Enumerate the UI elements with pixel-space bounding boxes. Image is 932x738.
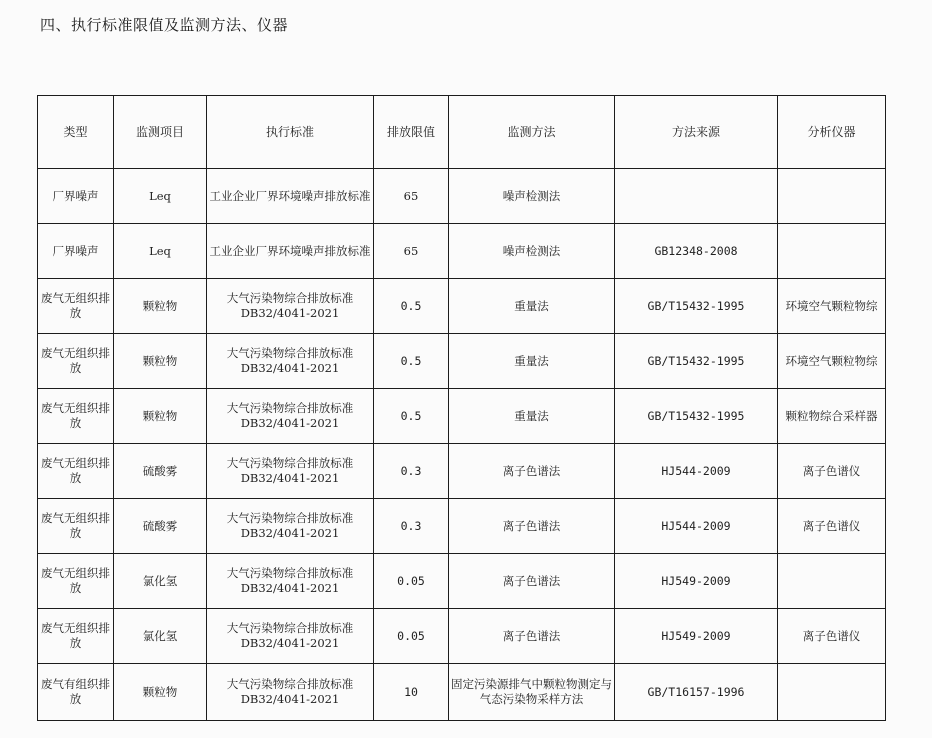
cell-item: 硫酸雾 (114, 444, 207, 499)
cell-limit: 0.5 (374, 389, 449, 444)
cell-type: 废气无组织排放 (38, 444, 114, 499)
cell-instrument: 颗粒物综合采样器 (778, 389, 886, 444)
cell-standard: 大气污染物综合排放标准DB32/4041-2021 (207, 334, 374, 389)
cell-method: 噪声检测法 (449, 169, 615, 224)
cell-instrument: 离子色谱仪 (778, 499, 886, 554)
cell-instrument (778, 664, 886, 721)
cell-limit: 65 (374, 224, 449, 279)
cell-source (615, 169, 778, 224)
table-row (38, 389, 886, 444)
header-standard: 执行标准 (207, 96, 374, 169)
cell-type: 废气无组织排放 (38, 389, 114, 444)
table-row (38, 554, 886, 609)
cell-method: 离子色谱法 (449, 444, 615, 499)
header-limit: 排放限值 (374, 96, 449, 169)
cell-item: 硫酸雾 (114, 499, 207, 554)
cell-source: GB/T15432-1995 (615, 389, 778, 444)
cell-source: GB/T15432-1995 (615, 279, 778, 334)
table-row (38, 224, 886, 279)
cell-instrument (778, 169, 886, 224)
cell-source: HJ544-2009 (615, 499, 778, 554)
cell-type: 废气无组织排放 (38, 554, 114, 609)
cell-standard: 大气污染物综合排放标准DB32/4041-2021 (207, 554, 374, 609)
cell-item: 氯化氢 (114, 554, 207, 609)
cell-standard: 大气污染物综合排放标准DB32/4041-2021 (207, 609, 374, 664)
cell-method: 离子色谱法 (449, 554, 615, 609)
cell-standard: 工业企业厂界环境噪声排放标准 (207, 224, 374, 279)
cell-source: HJ544-2009 (615, 444, 778, 499)
cell-type: 废气无组织排放 (38, 334, 114, 389)
header-source: 方法来源 (615, 96, 778, 169)
cell-limit: 0.05 (374, 554, 449, 609)
cell-standard: 大气污染物综合排放标准DB32/4041-2021 (207, 389, 374, 444)
cell-method: 噪声检测法 (449, 224, 615, 279)
table-header (38, 96, 886, 169)
cell-instrument: 环境空气颗粒物综 (778, 334, 886, 389)
cell-source: HJ549-2009 (615, 609, 778, 664)
standards-table (37, 95, 886, 721)
table-row (38, 279, 886, 334)
cell-standard: 大气污染物综合排放标准DB32/4041-2021 (207, 444, 374, 499)
cell-limit: 10 (374, 664, 449, 721)
cell-limit: 65 (374, 169, 449, 224)
cell-instrument: 环境空气颗粒物综 (778, 279, 886, 334)
cell-item: 颗粒物 (114, 664, 207, 721)
cell-source: HJ549-2009 (615, 554, 778, 609)
cell-type: 废气无组织排放 (38, 609, 114, 664)
cell-standard: 大气污染物综合排放标准DB32/4041-2021 (207, 664, 374, 721)
cell-limit: 0.3 (374, 444, 449, 499)
table-row (38, 169, 886, 224)
cell-type: 废气无组织排放 (38, 279, 114, 334)
cell-instrument: 离子色谱仪 (778, 444, 886, 499)
cell-instrument: 离子色谱仪 (778, 609, 886, 664)
cell-item: 颗粒物 (114, 279, 207, 334)
table-row (38, 609, 886, 664)
cell-item: 氯化氢 (114, 609, 207, 664)
table-body (38, 169, 886, 721)
cell-limit: 0.3 (374, 499, 449, 554)
cell-item: 颗粒物 (114, 334, 207, 389)
table-row (38, 444, 886, 499)
cell-method: 重量法 (449, 389, 615, 444)
cell-item: Leq (114, 169, 207, 224)
cell-type: 废气无组织排放 (38, 499, 114, 554)
cell-standard: 工业企业厂界环境噪声排放标准 (207, 169, 374, 224)
cell-instrument (778, 224, 886, 279)
cell-source: GB12348-2008 (615, 224, 778, 279)
cell-method: 重量法 (449, 334, 615, 389)
cell-standard: 大气污染物综合排放标准DB32/4041-2021 (207, 279, 374, 334)
header-method: 监测方法 (449, 96, 615, 169)
cell-item: 颗粒物 (114, 389, 207, 444)
cell-instrument (778, 554, 886, 609)
cell-type: 厂界噪声 (38, 169, 114, 224)
cell-source: GB/T16157-1996 (615, 664, 778, 721)
table-row (38, 334, 886, 389)
section-heading: 四、执行标准限值及监测方法、仪器 (40, 16, 289, 34)
cell-item: Leq (114, 224, 207, 279)
cell-method: 固定污染源排气中颗粒物测定与气态污染物采样方法 (449, 664, 615, 721)
cell-method: 离子色谱法 (449, 609, 615, 664)
cell-method: 重量法 (449, 279, 615, 334)
cell-source: GB/T15432-1995 (615, 334, 778, 389)
header-row (38, 96, 886, 169)
cell-method: 离子色谱法 (449, 499, 615, 554)
header-type: 类型 (38, 96, 114, 169)
cell-limit: 0.5 (374, 334, 449, 389)
table-row (38, 499, 886, 554)
cell-type: 厂界噪声 (38, 224, 114, 279)
cell-limit: 0.5 (374, 279, 449, 334)
cell-limit: 0.05 (374, 609, 449, 664)
header-instrument: 分析仪器 (778, 96, 886, 169)
cell-type: 废气有组织排放 (38, 664, 114, 721)
header-item: 监测项目 (114, 96, 207, 169)
cell-standard: 大气污染物综合排放标准DB32/4041-2021 (207, 499, 374, 554)
table-row (38, 664, 886, 721)
